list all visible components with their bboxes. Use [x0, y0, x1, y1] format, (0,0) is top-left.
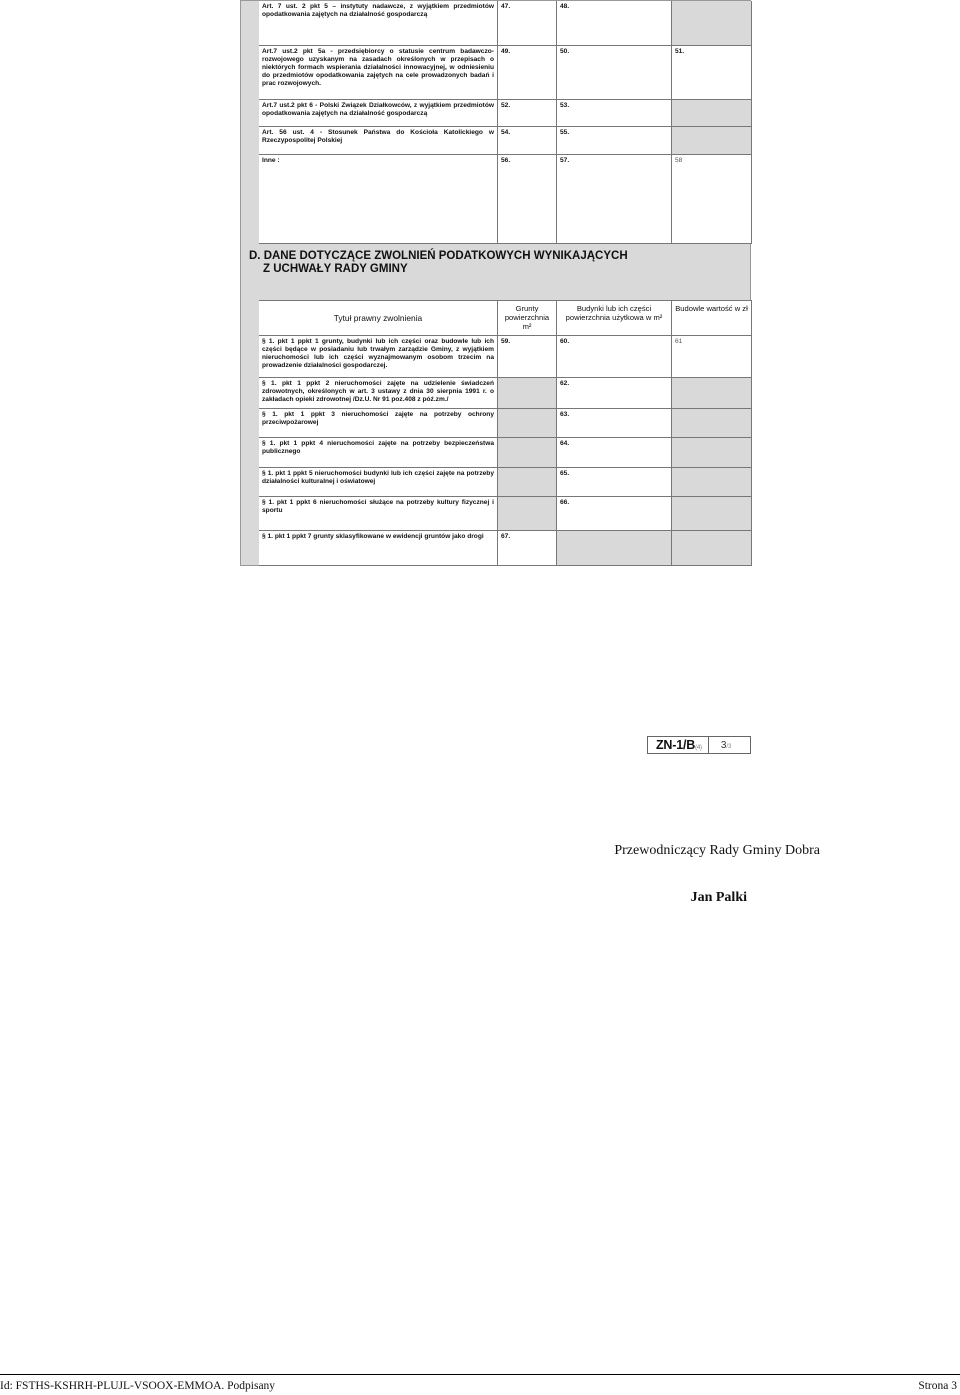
field-number	[672, 468, 752, 497]
field-number: 63.	[557, 409, 672, 438]
field-number	[672, 378, 752, 409]
field-number: 53.	[557, 100, 672, 127]
row-title: § 1. pkt 1 ppkt 1 grunty, budynki lub ich części oraz budowle lub ich części będące w posiadaniu lub trwałym zarządzie Gminy, z wyjątkiem nieruchomości lub ich części wyznajmowanym osobom trzecim na prowadzenie działalności gospodarczej.	[259, 336, 498, 378]
section-d-header	[259, 300, 752, 336]
field-number	[672, 497, 752, 531]
field-number: 62.	[557, 378, 672, 409]
signatory-role: Przewodniczący Rady Gminy Dobra	[614, 843, 820, 858]
section-c-row	[259, 100, 752, 127]
row-title: Art.7 ust.2 pkt 5a - przedsiębiorcy o statusie centrum badawczo-rozwojowego uzyskanym na zasadach określonych w przepisach o niektórych formach wspierania działalności innowacyjnej, w odniesieniu do przedmiotów opodatkowania zajętych na cele prowadzonych badań i prac rozwojowych.	[259, 46, 498, 100]
field-number: 58	[672, 155, 752, 244]
row-title: Inne :	[259, 155, 498, 244]
row-title: § 1. pkt 1 ppkt 4 nieruchomości zajęte na potrzeby bezpieczeństwa publicznego	[259, 438, 498, 468]
field-number: 59.	[498, 336, 557, 378]
section-c-row	[259, 1, 752, 46]
field-number: 56.	[498, 155, 557, 244]
section-d-row	[259, 438, 752, 468]
section-d-row	[259, 409, 752, 438]
field-number: 47.	[498, 1, 557, 46]
field-number	[498, 497, 557, 531]
section-d-title	[249, 250, 628, 276]
field-number: 57.	[557, 155, 672, 244]
scanned-form	[240, 0, 751, 566]
row-title: § 1. pkt 1 ppkt 3 nieruchomości zajęte na potrzeby ochrony przeciwpożarowej	[259, 409, 498, 438]
section-c-row	[259, 155, 752, 244]
field-number: 52.	[498, 100, 557, 127]
row-title: Art.7 ust.2 pkt 6 - Polski Związek Działkowców, z wyjątkiem przedmiotów opodatkowania zajętych na działalność gospodarczą	[259, 100, 498, 127]
row-title: § 1. pkt 1 ppkt 5 nieruchomości budynki lub ich części zajęte na potrzeby działalności kulturalnej i oświatowej	[259, 468, 498, 497]
header-legal-title: Tytuł prawny zwolnienia	[259, 301, 498, 336]
field-number	[672, 100, 752, 127]
section-d-row	[259, 378, 752, 409]
row-title: Art. 7 ust. 2 pkt 5 – instytuty nadawcze, z wyjątkiem przedmiotów opodatkowania zajętych na działalność gospodarczą	[259, 1, 498, 46]
field-number: 65.	[557, 468, 672, 497]
footer-divider	[0, 1374, 960, 1375]
field-number: 54.	[498, 127, 557, 155]
header-building-area: Budynki lub ich części powierzchnia użytkowa w m²	[557, 301, 672, 336]
field-number: 49.	[498, 46, 557, 100]
field-number	[557, 531, 672, 566]
form-code: ZN-1/B(4)	[656, 738, 702, 752]
field-number: 67.	[498, 531, 557, 566]
field-number	[498, 468, 557, 497]
document-id: Id: FSTHS-KSHRH-PLUJL-VSOOX-EMMOA. Podpisany	[0, 1380, 276, 1392]
field-number: 50.	[557, 46, 672, 100]
form-page-number: 3/3	[720, 739, 732, 751]
field-number: 66.	[557, 497, 672, 531]
form-code-badge	[647, 736, 751, 754]
page-number: Strona 3	[918, 1380, 957, 1392]
section-d-row	[259, 531, 752, 566]
section-d-row	[259, 468, 752, 497]
field-number	[672, 127, 752, 155]
field-number	[672, 409, 752, 438]
section-d-title-line2: Z UCHWAŁY RADY GMINY	[263, 263, 408, 275]
field-number: 64.	[557, 438, 672, 468]
field-number	[672, 438, 752, 468]
field-number: 51.	[672, 46, 752, 100]
section-d-row	[259, 336, 752, 378]
field-number: 48.	[557, 1, 672, 46]
section-d-title-line1: D. DANE DOTYCZĄCE ZWOLNIEŃ PODATKOWYCH WYNIKAJĄCYCH	[249, 250, 628, 262]
header-structure-value: Budowle wartość w zł	[672, 301, 752, 336]
row-title: § 1. pkt 1 ppkt 7 grunty sklasyfikowane w ewidencji gruntów jako drogi	[259, 531, 498, 566]
field-number	[672, 1, 752, 46]
row-title: Art. 56 ust. 4 - Stosunek Państwa do Kościoła Katolickiego w Rzeczypospolitej Polskiej	[259, 127, 498, 155]
field-number: 55.	[557, 127, 672, 155]
row-title: § 1. pkt 1 ppkt 2 nieruchomości zajęte na udzielenie świadczeń zdrowotnych, określonych w art. 3 ustawy z dnia 30 sierpnia 1991 r. o zakładach opieki zdrowotnej /Dz.U. Nr 91 poz.408 z póź.zm./	[259, 378, 498, 409]
section-c-row	[259, 46, 752, 100]
field-number: 60.	[557, 336, 672, 378]
signatory-name: Jan Palki	[690, 890, 747, 905]
field-number: 61	[672, 336, 752, 378]
field-number	[498, 438, 557, 468]
field-number	[498, 378, 557, 409]
header-land-area: Grunty powierzchnia m²	[498, 301, 557, 336]
row-title: § 1. pkt 1 ppkt 6 nieruchomości służące na potrzeby kultury fizycznej i sportu	[259, 497, 498, 531]
section-d-row	[259, 497, 752, 531]
section-c-row	[259, 127, 752, 155]
field-number	[672, 531, 752, 566]
field-number	[498, 409, 557, 438]
